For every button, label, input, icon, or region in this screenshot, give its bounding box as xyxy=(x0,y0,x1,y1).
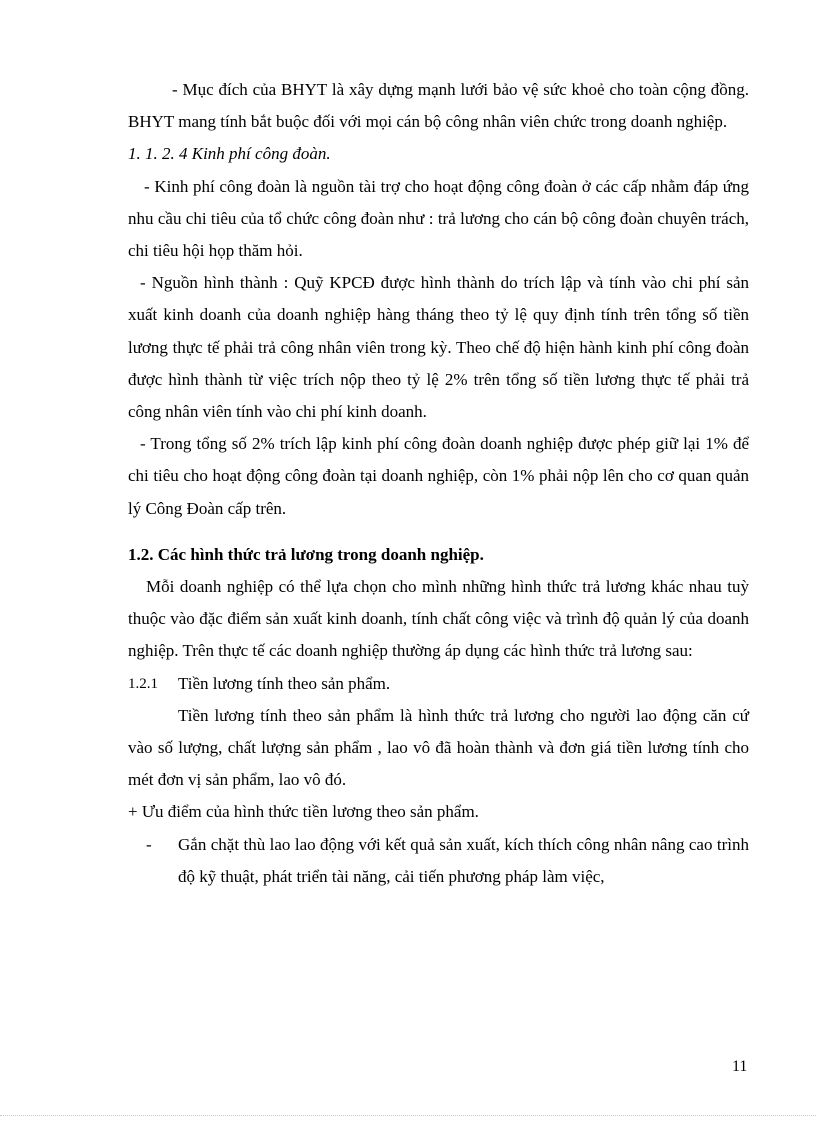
bullet-dash: - xyxy=(146,834,152,854)
paragraph-product-salary-definition: Tiền lương tính theo sản phẩm là hình thức trả lương cho người lao động căn cứ vào số lượng, chất lượng sản phẩm , lao vô đã hoàn thành và đơn giá tiền lương tính cho mét đơn vị sản phẩm, lao vô đó. xyxy=(128,705,749,790)
bullet-text: Gắn chặt thù lao lao động với kết quả sản xuất, kích thích công nhân nâng cao trình độ kỹ thuật, phát triển tài năng, cải tiến phương pháp làm việc, xyxy=(178,834,749,886)
bullet-item xyxy=(128,829,749,893)
paragraph-advantages-heading: + Ưu điểm của hình thức tiền lương theo sản phẩm. xyxy=(128,802,479,822)
subsection-number: 1.2.1 xyxy=(128,675,158,692)
subsection-heading-121 xyxy=(128,668,749,700)
page-number: 11 xyxy=(732,1058,748,1075)
subsection-title: Tiền lương tính theo sản phẩm. xyxy=(178,673,391,693)
section-heading-1124: 1. 1. 2. 4 Kinh phí công đoàn. xyxy=(128,144,331,164)
page-bottom-divider xyxy=(0,1115,816,1116)
paragraph-bhyt-purpose: - Mục đích của BHYT là xây dựng mạnh lưới bảo vệ sức khoẻ cho toàn cộng đồng. BHYT mang tính bắt buộc đối với mọi cán bộ công nhân viên chức trong doanh nghiệp. xyxy=(128,80,749,132)
section-heading-12: 1.2. Các hình thức trả lương trong doanh nghiệp. xyxy=(128,544,484,564)
paragraph-salary-forms-intro: Mỗi doanh nghiệp có thể lựa chọn cho mình những hình thức trả lương khác nhau tuỳ thuộc vào đặc điểm sản xuất kinh doanh, tính chất công việc và trình độ quản lý của doanh nghiệp. Trên thực tế các doanh nghiệp thường áp dụng các hình thức trả lương sau: xyxy=(128,577,749,661)
paragraph-kpcd-definition: - Kinh phí công đoàn là nguồn tài trợ cho hoạt động công đoàn ở các cấp nhằm đáp ứng nhu cầu chi tiêu của tổ chức công đoàn như : trả lương cho cán bộ công đoàn chuyên trách, chi tiêu hội họp thăm hỏi. xyxy=(128,176,749,261)
paragraph-kpcd-source: - Nguồn hình thành : Quỹ KPCĐ được hình thành do trích lập và tính vào chi phí sản xuất kinh doanh của doanh nghiệp hàng tháng theo tỷ lệ quy định tính trên tổng số tiền lương thực tế phải trả công nhân viên trong kỳ. Theo chế độ hiện hành kinh phí công đoàn được hình thành từ việc trích nộp theo tỷ lệ 2% trên tổng số tiền lương thực tế phải trả công nhân viên tính vào chi phí kinh doanh. xyxy=(128,273,749,422)
paragraph-kpcd-allocation: - Trong tổng số 2% trích lập kinh phí công đoàn doanh nghiệp được phép giữ lại 1% để chi tiêu cho hoạt động công đoàn tại doanh nghiệp, còn 1% phải nộp lên cho cơ quan quản lý Công Đoàn cấp trên. xyxy=(128,434,749,518)
document-body xyxy=(128,74,749,893)
